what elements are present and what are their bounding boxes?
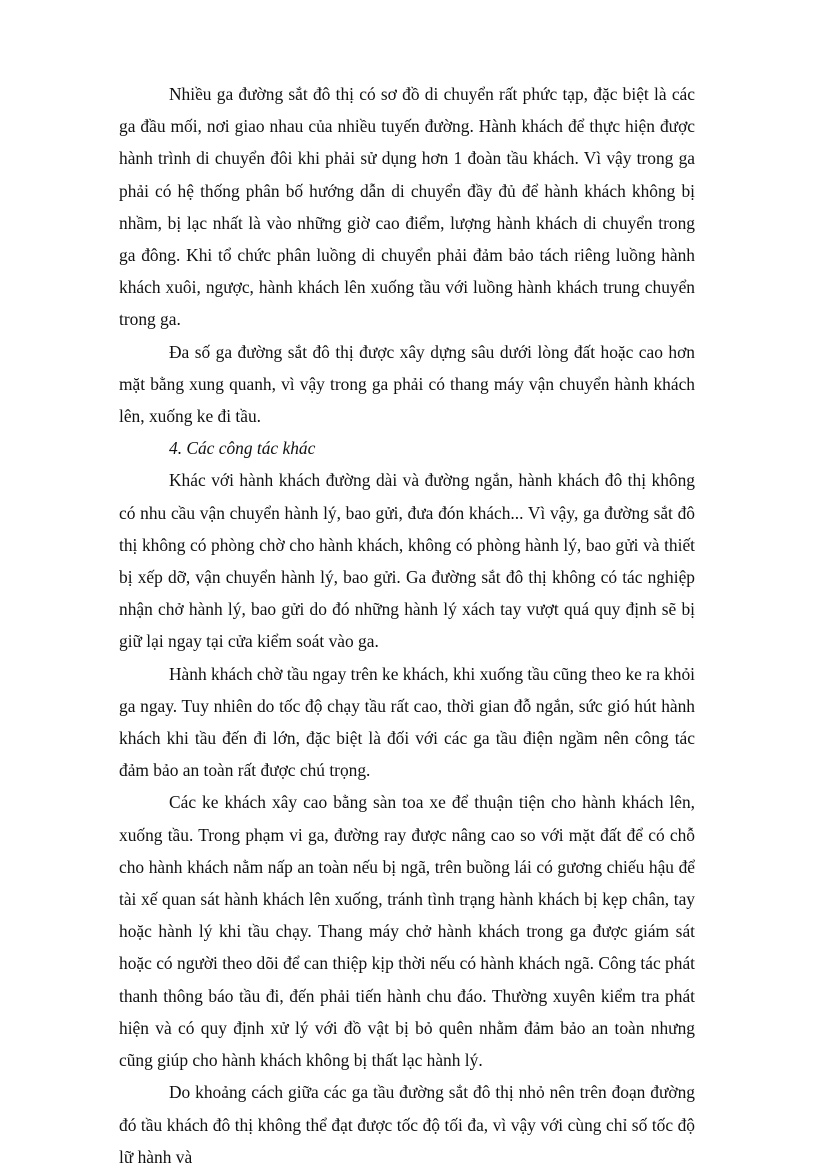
paragraph-speed: Do khoảng cách giữa các ga tầu đường sắt đô thị nhỏ nên trên đoạn đường đó tầu khách đô thị không thể đạt được tốc độ tối đa, vì vậy với cùng chỉ số tốc độ lữ hành và — [119, 1082, 695, 1167]
paragraph-waiting-safety: Hành khách chờ tầu ngay trên ke khách, khi xuống tầu cũng theo ke ra khỏi ga ngay. Tuy nhiên do tốc độ chạy tầu rất cao, thời gian đỗ ngắn, sức gió hút hành khách khi tầu đến đi lớn, đặc biệt là đối với các ga tầu điện ngầm nên công tác đảm bảo an toàn rất được chú trọng. — [119, 663, 695, 781]
section-heading: 4. Các công tác khác — [169, 438, 316, 459]
paragraph-station-routing: Nhiều ga đường sắt đô thị có sơ đồ di chuyển rất phức tạp, đặc biệt là các ga đầu mối, nơi giao nhau của nhiều tuyến đường. Hành khách để thực hiện được hành trình di chuyển đôi khi phải sử dụng hơn 1 đoàn tầu khách. Vì vậy trong ga phải có hệ thống phân bố hướng dẫn di chuyển đầy đủ để hành khách không bị nhầm, bị lạc nhất là vào những giờ cao điểm, lượng hành khách di chuyển trong ga đông. Khi tổ chức phân luồng di chuyển phải đảm bảo tách riêng luồng hành khách xuôi, ngược, hành khách lên xuống tầu với luồng hành khách trung chuyển trong ga. — [119, 84, 695, 330]
paragraph-elevators: Đa số ga đường sắt đô thị được xây dựng sâu dưới lòng đất hoặc cao hơn mặt bằng xung quanh, vì vậy trong ga phải có thang máy vận chuyển hành khách lên, xuống ke đi tầu. — [119, 341, 695, 427]
paragraph-luggage: Khác với hành khách đường dài và đường ngắn, hành khách đô thị không có nhu cầu vận chuyển hành lý, bao gửi, đưa đón khách... Vì vậy, ga đường sắt đô thị không có phòng chờ cho hành khách, không có phòng hành lý, bao gửi và thiết bị xếp dỡ, vận chuyển hành lý, bao gửi. Ga đường sắt đô thị không có tác nghiệp nhận chở hành lý, bao gửi do đó những hành lý xách tay vượt quá quy định sẽ bị giữ lại ngay tại cửa kiểm soát vào ga. — [119, 470, 695, 652]
paragraph-platform-safety: Các ke khách xây cao bằng sàn toa xe để thuận tiện cho hành khách lên, xuống tầu. Trong phạm vi ga, đường ray được nâng cao so với mặt đất để có chỗ cho hành khách nằm nấp an toàn nếu bị ngã, trên buồng lái có gương chiếu hậu để tài xế quan sát hành khách lên xuống, tránh tình trạng hành khách bị kẹp chân, tay hoặc hành lý khi tầu chạy. Thang máy chở hành khách trong ga được giám sát hoặc có người theo dõi để can thiệp kịp thời nếu có hành khách ngã. Công tác phát thanh thông báo tầu đi, đến phải tiến hành chu đáo. Thường xuyên kiểm tra phát hiện và có quy định xử lý với đồ vật bị bỏ quên nhằm đảm bảo an toàn nhưng cũng giúp cho hành khách không bị thất lạc hành lý. — [119, 792, 695, 1071]
document-body — [119, 78, 695, 1173]
